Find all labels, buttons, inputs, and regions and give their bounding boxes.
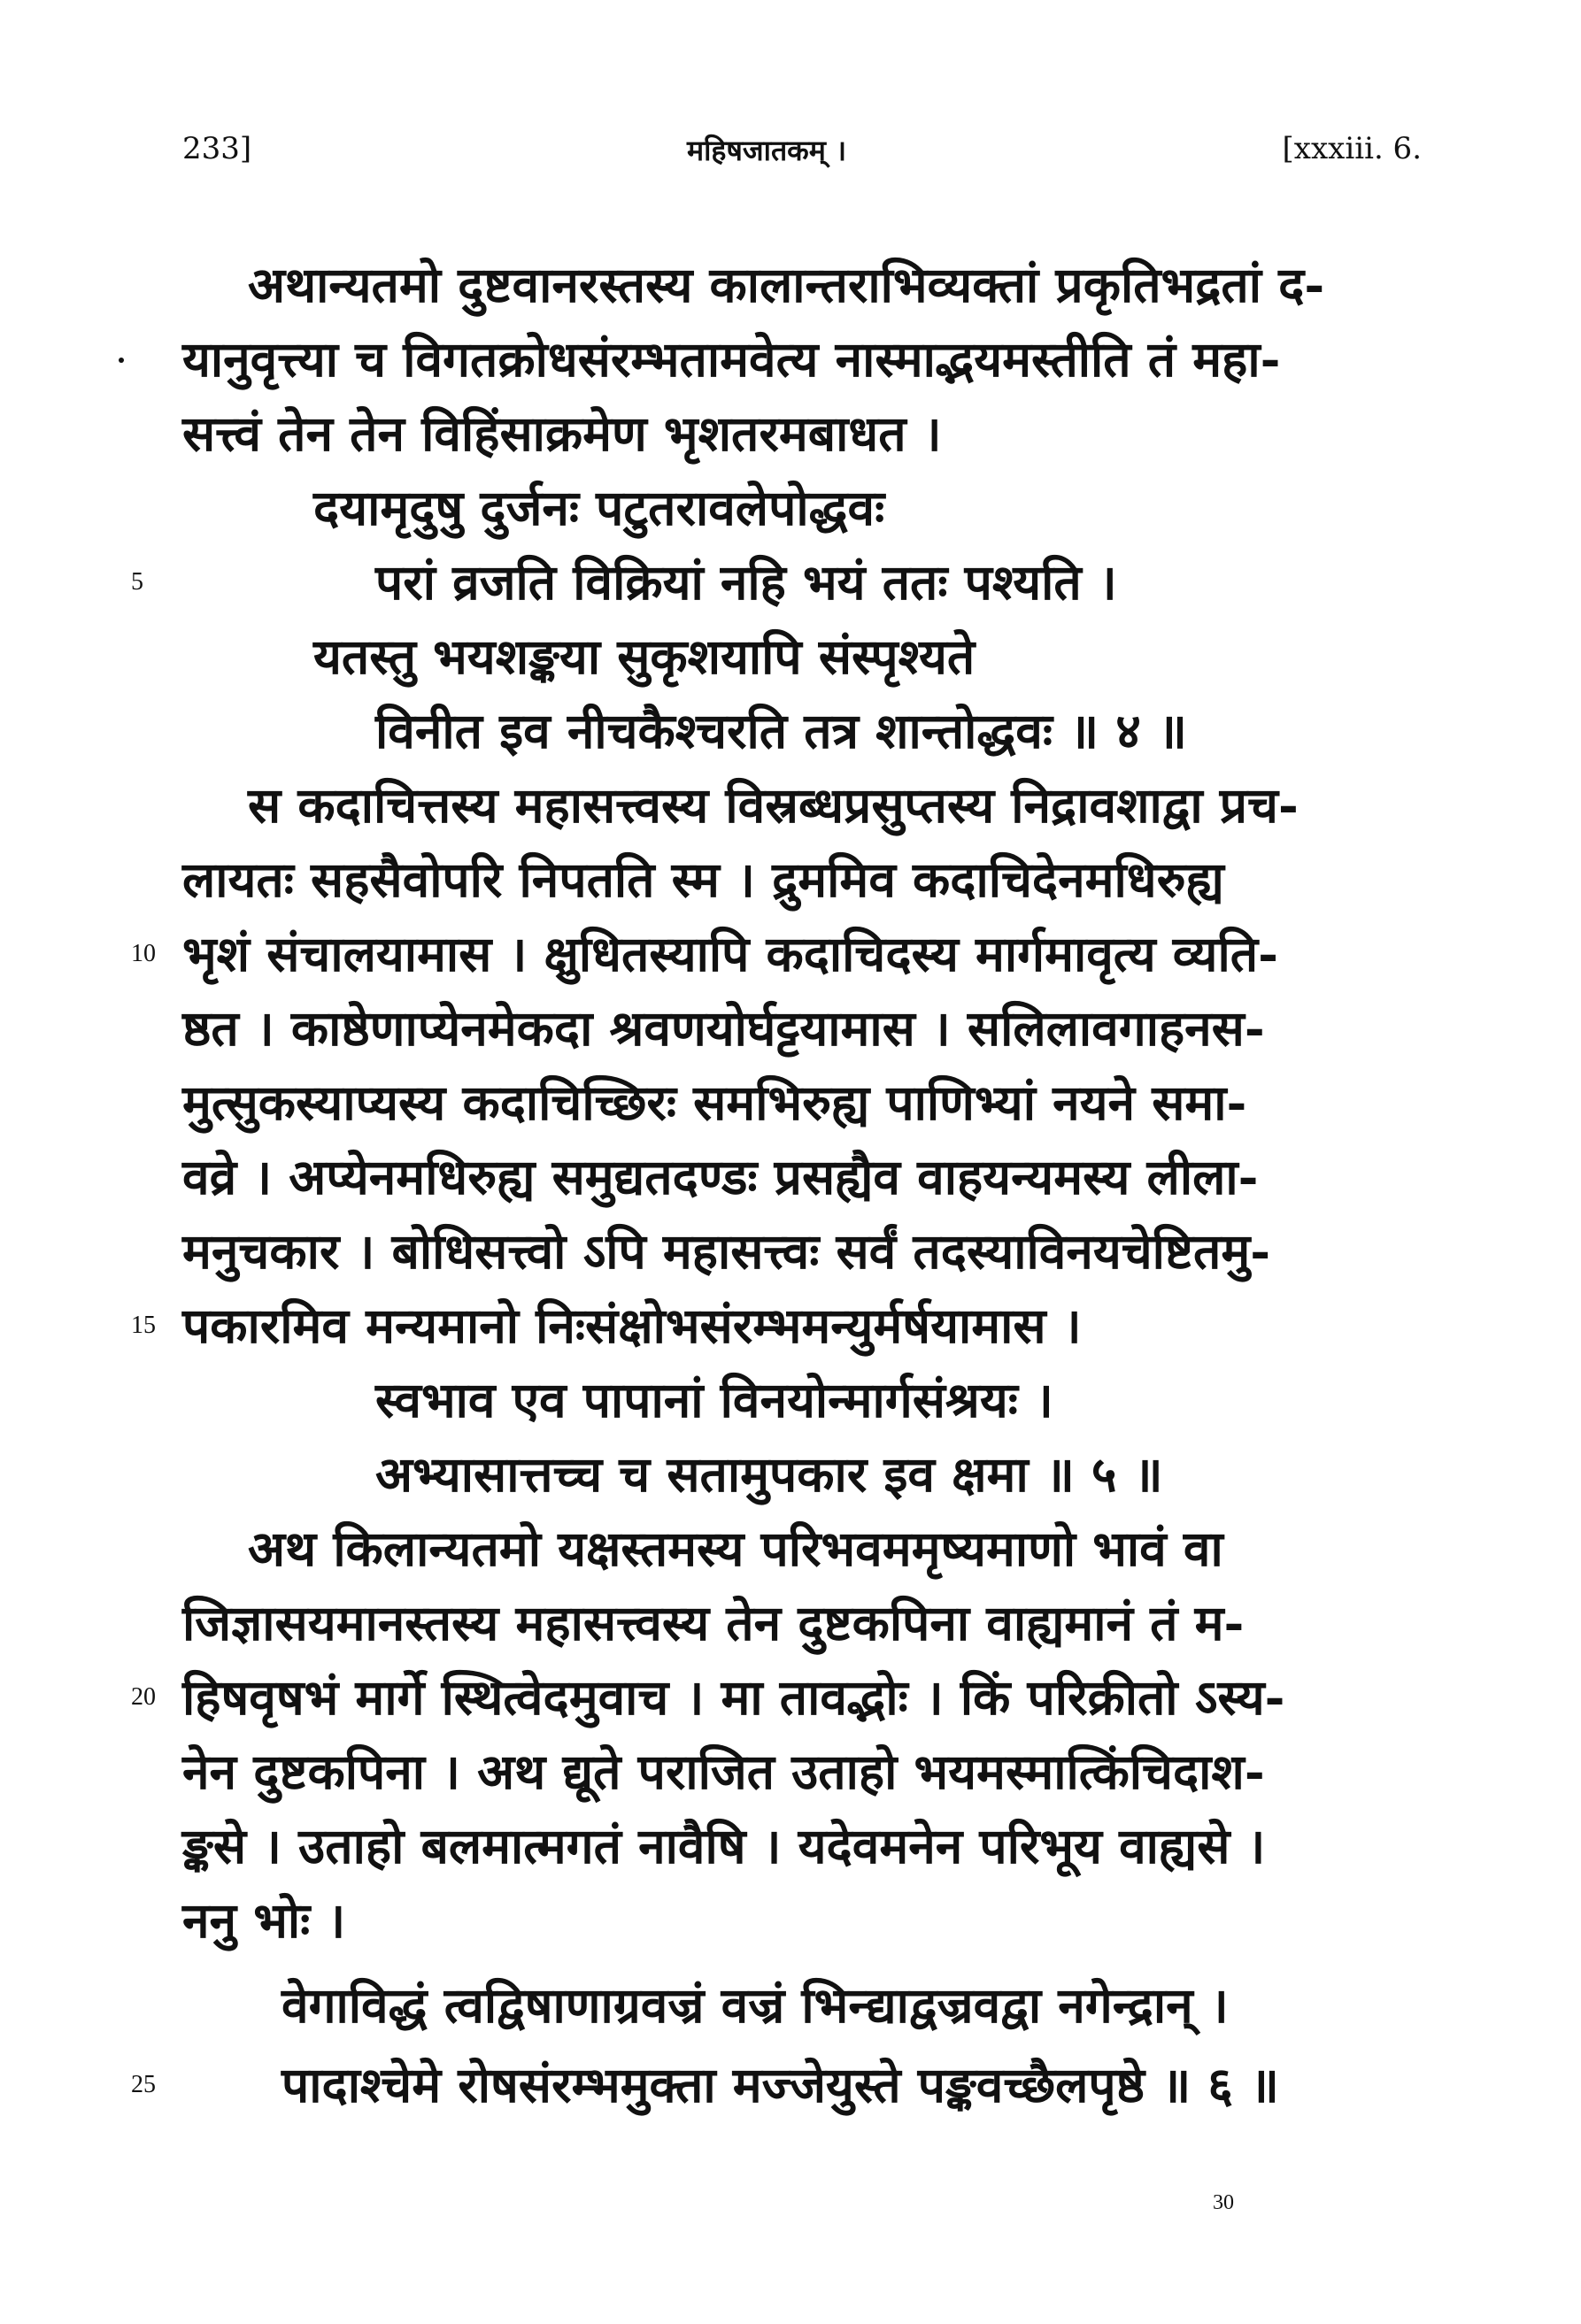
line-text: ष्ठत । काष्ठेणाप्येनमेकदा श्रवणयोर्घट्टयामास । सलिलावगाहनस- bbox=[182, 999, 1265, 1057]
line-number: 5 bbox=[131, 568, 143, 596]
line-text: वेगाविद्धं त्वद्विषाणाग्रवज्रं वज्रं भिन्द्याद्वज्रवद्वा नगेन्द्रान् । bbox=[281, 1976, 1229, 2034]
running-title: महिषजातकम् । bbox=[687, 134, 847, 167]
line-text: यतस्तु भयशङ्कया सुकृशयापि संस्पृश्यते bbox=[313, 627, 976, 685]
line-text: परां व्रजति विक्रियां नहि भयं ततः पश्यति । bbox=[375, 553, 1117, 611]
line-text: दयामृदुषु दुर्जनः पटुतरावलेपोद्धवः bbox=[313, 479, 885, 536]
line-text: नेन दुष्टकपिना । अथ द्यूते पराजित उताहो भयमस्मात्किंचिदाश- bbox=[182, 1743, 1265, 1800]
margin-mark bbox=[119, 358, 124, 363]
line-text: अथान्यतमो दुष्टवानरस्तस्य कालान्तराभिव्यक्तां प्रकृतिभद्रतां द- bbox=[248, 256, 1325, 313]
line-text: अथ किलान्यतमो यक्षस्तमस्य परिभवममृष्यमाणो भावं वा bbox=[248, 1520, 1223, 1577]
line-number: 25 bbox=[131, 2071, 156, 2098]
line-text: स कदाचित्तस्य महासत्त्वस्य विस्रब्धप्रसुप्तस्य निद्रावशाद्वा प्रच- bbox=[248, 776, 1299, 834]
line-text: जिज्ञासयमानस्तस्य महासत्त्वस्य तेन दुष्टकपिना वाह्यमानं तं म- bbox=[182, 1594, 1245, 1651]
line-number: 15 bbox=[131, 1312, 156, 1339]
line-text: स्वभाव एव पापानां विनयोन्मार्गसंश्रयः । bbox=[375, 1371, 1053, 1428]
line-text: ननु भोः । bbox=[182, 1891, 346, 1949]
line-text: विनीत इव नीचकैश्चरति तत्र शान्तोद्धवः ॥ ४ ॥ bbox=[375, 702, 1187, 759]
page-number: 233] bbox=[182, 131, 252, 166]
line-text: यानुवृत्त्या च विगतक्रोधसंरम्भतामवेत्य नास्माद्भयमस्तीति तं महा- bbox=[182, 330, 1281, 388]
line-text: मनुचकार । बोधिसत्त्वो ऽपि महासत्त्वः सर्वं तदस्याविनयचेष्टितमु- bbox=[182, 1222, 1271, 1280]
line-text: मुत्सुकस्याप्यस्य कदाचिच्छिरः समभिरुह्य पाणिभ्यां नयने समा- bbox=[182, 1074, 1247, 1131]
running-header bbox=[182, 131, 1422, 184]
line-text: सत्त्वं तेन तेन विहिंसाक्रमेण भृशतरमबाधत । bbox=[182, 404, 942, 462]
line-text: वव्रे । अप्येनमधिरुह्य समुद्यतदण्डः प्रसह्यैव वाहयन्यमस्य लीला- bbox=[182, 1148, 1259, 1205]
line-text: हिषवृषभं मार्गे स्थित्वेदमुवाच । मा तावद्भोः । किं परिक्रीतो ऽस्य- bbox=[182, 1668, 1285, 1726]
line-text: अभ्यासात्तच्च च सतामुपकार इव क्षमा ॥ ५ ॥ bbox=[375, 1445, 1163, 1503]
signature-mark: 30 bbox=[1213, 2191, 1234, 2214]
line-text: पकारमिव मन्यमानो निःसंक्षोभसंरम्भमन्युर्मर्षयामास । bbox=[182, 1297, 1082, 1354]
line-text: पादाश्चेमे रोषसंरम्भमुक्ता मज्जेयुस्ते पङ्कवच्छैलपृष्ठे ॥ ६ ॥ bbox=[281, 2056, 1279, 2113]
line-number: 20 bbox=[131, 1683, 156, 1711]
line-text: भृशं संचालयामास । क्षुधितस्यापि कदाचिदस्य मार्गमावृत्य व्यति- bbox=[182, 925, 1278, 982]
section-reference: [xxxiii. 6. bbox=[1282, 131, 1422, 166]
line-text: ङ्कसे । उताहो बलमात्मगतं नावैषि । यदेवमनेन परिभूय वाह्यसे । bbox=[182, 1817, 1266, 1874]
line-text: लायतः सहसैवोपरि निपतति स्म । द्रुममिव कदाचिदेनमधिरुह्य bbox=[182, 850, 1224, 908]
line-number: 10 bbox=[131, 940, 156, 967]
